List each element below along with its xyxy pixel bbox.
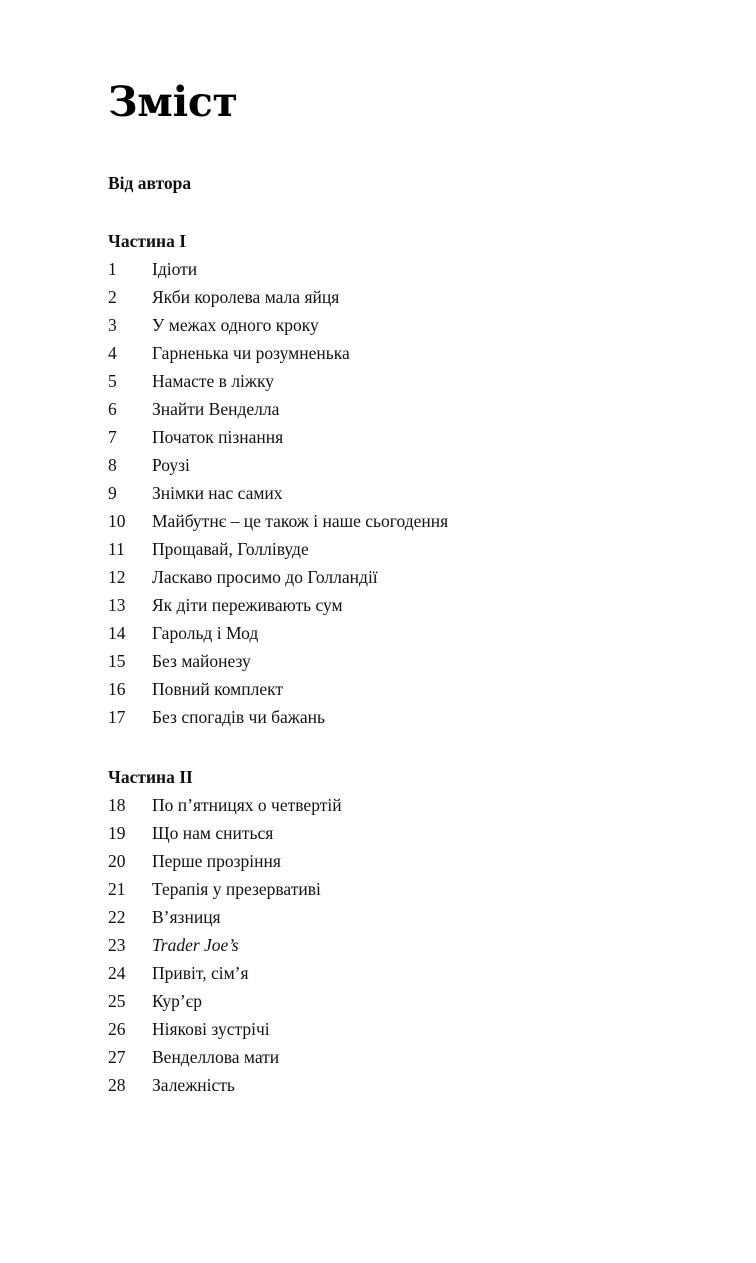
toc-entry-number: 13: [108, 595, 126, 615]
toc-entry-number: 2: [108, 287, 117, 307]
toc-entry-title: Венделлова мати: [152, 1047, 280, 1067]
toc-entry-number: 3: [108, 315, 117, 335]
toc-entry-title: Перше прозріння: [152, 851, 281, 871]
toc-entry-title: Trader Joe’s: [152, 935, 239, 955]
toc-entry-title: Якби королева мала яйця: [152, 287, 340, 307]
toc-entry-number: 12: [108, 567, 126, 587]
toc-entry-number: 4: [108, 343, 117, 363]
toc-entry-title: Прощавай, Голлівуде: [152, 539, 309, 559]
toc-part-section: [108, 763, 653, 1099]
toc-entry-title: Без спогадів чи бажань: [152, 707, 325, 727]
toc-entry-title: Ідіоти: [152, 259, 198, 279]
toc-entry-number: 28: [108, 1075, 126, 1095]
toc-entry-title: Знайти Венделла: [152, 399, 280, 419]
toc-entry-title: Роузі: [152, 455, 190, 475]
toc-entry-number: 21: [108, 879, 126, 899]
toc-entry-number: 9: [108, 483, 117, 503]
toc-entry-page-number: [108, 78, 756, 1263]
toc-entry-title: Залежність: [152, 1075, 235, 1095]
parts-section: [108, 197, 653, 1099]
toc-entry-title: Гарольд і Мод: [152, 623, 259, 643]
toc-entry-title: Кур’єр: [152, 991, 202, 1011]
toc-entry-chapter[interactable]: [108, 1071, 653, 1099]
toc-entry-title: Повний комплект: [152, 679, 284, 699]
toc-entry-title: Терапія у презервативі: [152, 879, 321, 899]
toc-entry-title: У межах одного кроку: [152, 315, 319, 335]
toc-entry-title: Ласкаво просимо до Голландії: [152, 567, 378, 587]
toc-entry-number: 1: [108, 259, 117, 279]
page-title: Зміст: [108, 78, 238, 126]
toc-entry-number: 24: [108, 963, 126, 983]
toc-entry-title: Ніякові зустрічі: [152, 1019, 270, 1039]
toc-entry-label: Від автора: [108, 173, 192, 193]
toc-entry-number: 16: [108, 679, 126, 699]
toc-entry-number: 18: [108, 795, 126, 815]
toc-entry-number: 14: [108, 623, 126, 643]
toc-entry-number: 25: [108, 991, 126, 1011]
toc-entry-title: Без майонезу: [152, 651, 251, 671]
toc-entry-number: 20: [108, 851, 126, 871]
toc-entry-number: 17: [108, 707, 126, 727]
toc-part-heading: Частина I: [108, 231, 187, 251]
toc-part-heading: Частина II: [108, 767, 193, 787]
toc-entry-title: Намасте в ліжку: [152, 371, 275, 391]
toc-entry-number: 26: [108, 1019, 126, 1039]
toc-entry-number: 8: [108, 455, 117, 475]
toc-entry-title: По п’ятницях о четвертій: [152, 795, 342, 815]
toc-entry-number: 6: [108, 399, 117, 419]
toc-entry-number: 7: [108, 427, 117, 447]
toc-entry-number: 11: [108, 539, 125, 559]
toc-entry-title: Початок пізнання: [152, 427, 284, 447]
toc-entry-number: 22: [108, 907, 126, 927]
table-of-contents: [108, 78, 653, 1099]
toc-entry-title: Привіт, сім’я: [152, 963, 249, 983]
toc-entry-number: 23: [108, 935, 126, 955]
toc-entry-title: В’язниця: [152, 907, 221, 927]
toc-entry-title: Майбутнє – це також і наше сьогодення: [152, 511, 449, 531]
toc-entry-number: 5: [108, 371, 117, 391]
toc-entry-number: 19: [108, 823, 126, 843]
toc-entry-number: 15: [108, 651, 126, 671]
toc-entry-title: Що нам сниться: [152, 823, 274, 843]
toc-entry-number: 27: [108, 1047, 126, 1067]
toc-entry-title: Гарненька чи розумненька: [152, 343, 350, 363]
toc-entry-number: 10: [108, 511, 126, 531]
toc-entry-title: Знімки нас самих: [152, 483, 283, 503]
toc-entry-title: Як діти переживають сум: [152, 595, 343, 615]
